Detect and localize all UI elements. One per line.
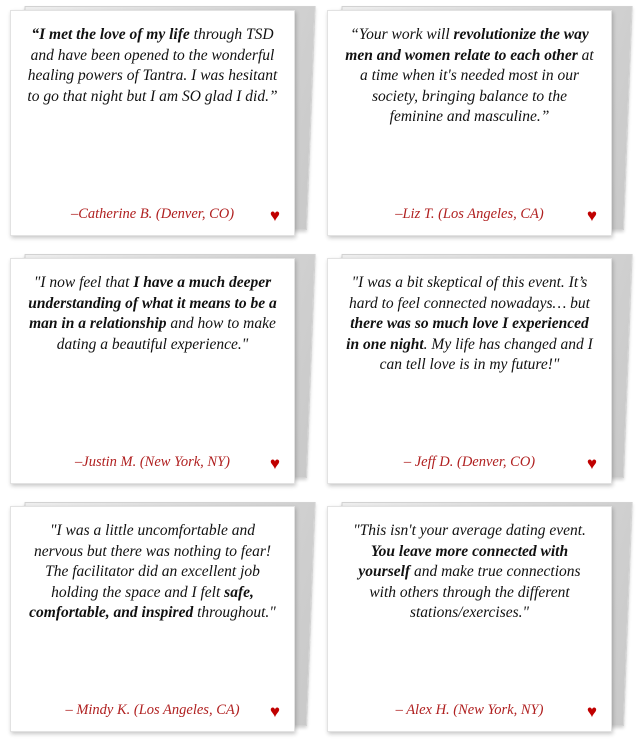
card-footer (25, 695, 280, 721)
card-face (327, 506, 612, 732)
card-footer (342, 199, 597, 225)
attribution: –Liz T. (Los Angeles, CA) (395, 206, 544, 222)
quote-text: "I now feel that I have a much deeper understanding of what it means to be a man in a relationship and how to make dating a beautiful experience." (28, 274, 277, 353)
attribution: –Justin M. (New York, NY) (75, 454, 230, 470)
heart-icon: ♥ (586, 206, 597, 225)
attribution: – Mindy K. (Los Angeles, CA) (65, 702, 240, 718)
quote-text: "This isn't your average dating event. You leave more connected with yourself and make true connections with others through the different stations/exercises." (353, 522, 586, 622)
quote-text: “I met the love of my life through TSD and have been opened to the wonderful healing powers of Tantra. I was hesitant to go that night but I am SO glad I did.” (27, 26, 278, 105)
attribution: – Alex H. (New York, NY) (395, 702, 544, 718)
testimonial-card (10, 502, 313, 732)
quote-text: “Your work will revolutionize the way men and women relate to each other at a time when it's needed most in our society, bringing balance to the feminine and masculine.” (345, 26, 594, 126)
heart-icon: ♥ (269, 702, 280, 721)
attribution: –Catherine B. (Denver, CO) (70, 206, 235, 222)
card-face (327, 258, 612, 484)
card-footer (25, 447, 280, 473)
heart-icon: ♥ (269, 454, 280, 473)
quote-text: "I was a bit skeptical of this event. It’s hard to feel connected nowadays… but there was so much love I experienced in one night. My life has changed and I can tell love is in my future!" (346, 274, 593, 374)
heart-icon: ♥ (586, 454, 597, 473)
card-footer (342, 695, 597, 721)
attribution: – Jeff D. (Denver, CO) (403, 454, 536, 470)
card-footer (342, 447, 597, 473)
testimonial-card (327, 502, 630, 732)
testimonial-card (10, 254, 313, 484)
heart-icon: ♥ (586, 702, 597, 721)
testimonial-card (327, 6, 630, 236)
testimonial-card (10, 6, 313, 236)
card-face (10, 258, 295, 484)
card-footer (25, 199, 280, 225)
testimonial-card (327, 254, 630, 484)
quote-text: "I was a little uncomfortable and nervous but there was nothing to fear! The facilitator did an excellent job holding the space and I felt safe, comfortable, and inspired throughout." (29, 522, 276, 622)
card-face (327, 10, 612, 236)
card-face (10, 506, 295, 732)
card-face (10, 10, 295, 236)
heart-icon: ♥ (269, 206, 280, 225)
